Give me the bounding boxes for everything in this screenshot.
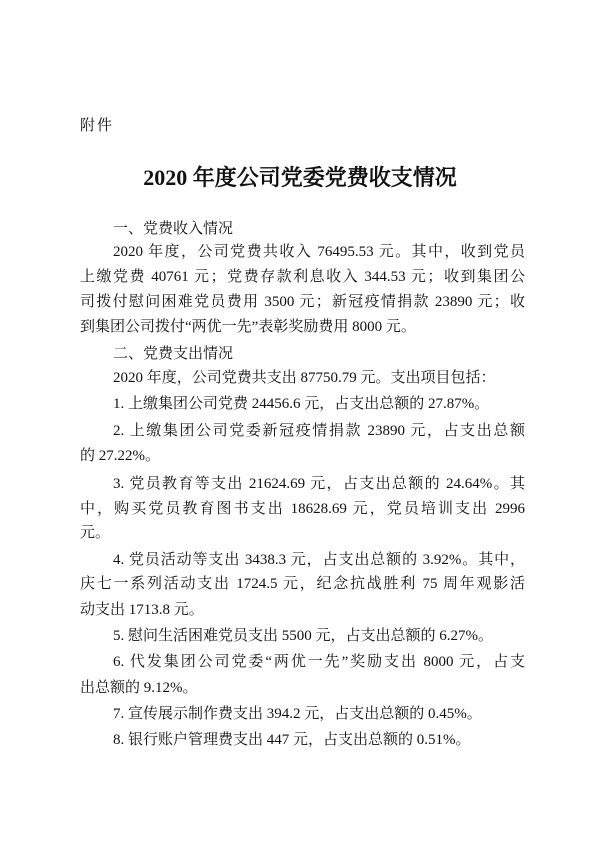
paragraph-line: 7. 宣传展示制作费支出 394.2 元，占支出总额的 0.45%。 — [113, 706, 482, 722]
paragraph-line: 元。 — [80, 525, 111, 541]
document-title: 2020 年度公司党委党费收支情况 — [143, 165, 457, 190]
paragraph-line: 1. 上缴集团公司党费 24456.6 元，占支出总额的 27.87%。 — [113, 396, 490, 412]
paragraph-line: 上缴党费 40761 元；党费存款利息收入 344.53 元；收到集团公 — [80, 269, 525, 285]
paragraph-line: 庆七一系列活动支出 1724.5 元，纪念抗战胜利 75 周年观影活 — [80, 576, 525, 592]
paragraph-line: 出总额的 9.12%。 — [80, 680, 198, 696]
paragraph-line: 2020 年度，公司党费共收入 76495.53 元。其中，收到党员 — [113, 244, 525, 260]
paragraph-line: 4. 党员活动等支出 3438.3 元，占支出总额的 3.92%。其中， — [113, 552, 525, 568]
paragraph-line: 2020 年度，公司党费共支出 87750.79 元。支出项目包括： — [113, 370, 496, 386]
paragraph-line: 司拨付慰问困难党员费用 3500 元；新冠疫情捐款 23890 元；收 — [80, 294, 525, 310]
paragraph-line: 的 27.22%。 — [80, 448, 160, 464]
paragraph-line: 中，购买党员教育图书支出 18628.69 元，党员培训支出 2996 — [80, 501, 525, 517]
section-heading: 二、党费支出情况 — [113, 344, 234, 362]
paragraph-line: 6. 代发集团公司党委“两优一先”奖励支出 8000 元，占支 — [113, 654, 525, 670]
paragraph-line: 3. 党员教育等支出 21624.69 元，占支出总额的 24.64%。其 — [113, 476, 525, 492]
annex-label: 附件 — [80, 116, 115, 134]
section-heading: 一、党费收入情况 — [113, 219, 234, 237]
paragraph-line: 动支出 1713.8 元。 — [80, 602, 204, 618]
paragraph-line: 8. 银行账户管理费支出 447 元，占支出总额的 0.51%。 — [113, 732, 471, 748]
paragraph-line: 到集团公司拨付“两优一先”表彰奖励费用 8000 元。 — [80, 319, 416, 335]
paragraph-line: 5. 慰问生活困难党员支出 5500 元，占支出总额的 6.27%。 — [113, 628, 493, 644]
paragraph-line: 2. 上缴集团公司党委新冠疫情捐款 23890 元，占支出总额 — [113, 423, 525, 439]
